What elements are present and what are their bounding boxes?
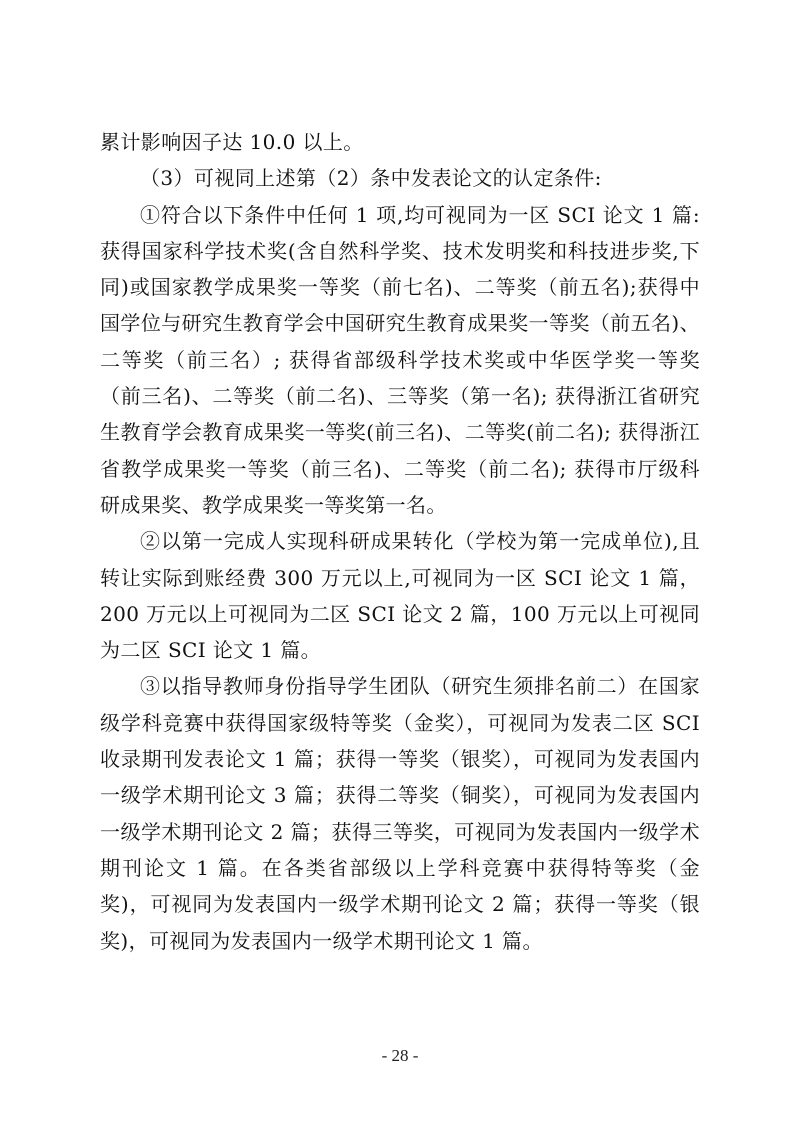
paragraph-item-2: ②以第一完成人实现科研成果转化（学校为第一完成单位),且转让实际到账经费 300 万元以上,可视同为一区 SCI 论文 1 篇，200 万元以上可视同为二区 SCI 论文 2 篇，100 万元以上可视同为二区 SCI 论文 1 篇。 xyxy=(100,529,700,663)
paragraph-item-3: ③以指导教师身份指导学生团队（研究生须排名前二）在国家级学科竞赛中获得国家级特等奖（金奖），可视同为发表二区 SCI 收录期刊发表论文 1 篇；获得一等奖（银奖），可视同为发表国内一级学术期刊论文 3 篇；获得二等奖（铜奖），可视同为发表国内一级学术期刊论文 2 篇；获得三等奖，可视同为发表国内一级学术期刊论文 1 篇。在各类省部级以上学科竞赛中获得特等奖（金奖)，可视同为发表国内一级学术期刊论文 2 篇；获得一等奖（银奖)，可视同为发表国内一级学术期刊论文 1 篇。 xyxy=(100,674,700,953)
paragraph-item-1: ①符合以下条件中任何 1 项,均可视同为一区 SCI 论文 1 篇:获得国家科学技术奖(含自然科学奖、技术发明奖和科技进步奖,下同)或国家教学成果奖一等奖（前七名)、二等奖（前五名);获得中国学位与研究生教育学会中国研究生教育成果奖一等奖（前五名)、二等奖（前三名）; 获得省部级科学技术奖或中华医学奖一等奖（前三名)、二等奖（前二名)、三等奖（第一名); 获得浙江省研究生教育学会教育成果奖一等奖(前三名)、二等奖(前二名); 获得浙江省教学成果奖一等奖（前三名)、二等奖（前二名); 获得市厅级科研成果奖、教学成果奖一等奖第一名。 xyxy=(100,202,700,517)
paragraph-continuation: 累计影响因子达 10.0 以上。 xyxy=(100,130,364,154)
paragraph-section-heading: （3）可视同上述第（2）条中发表论文的认定条件: xyxy=(140,166,602,191)
page-number: - 28 - xyxy=(381,1046,419,1065)
document-body xyxy=(100,124,700,959)
